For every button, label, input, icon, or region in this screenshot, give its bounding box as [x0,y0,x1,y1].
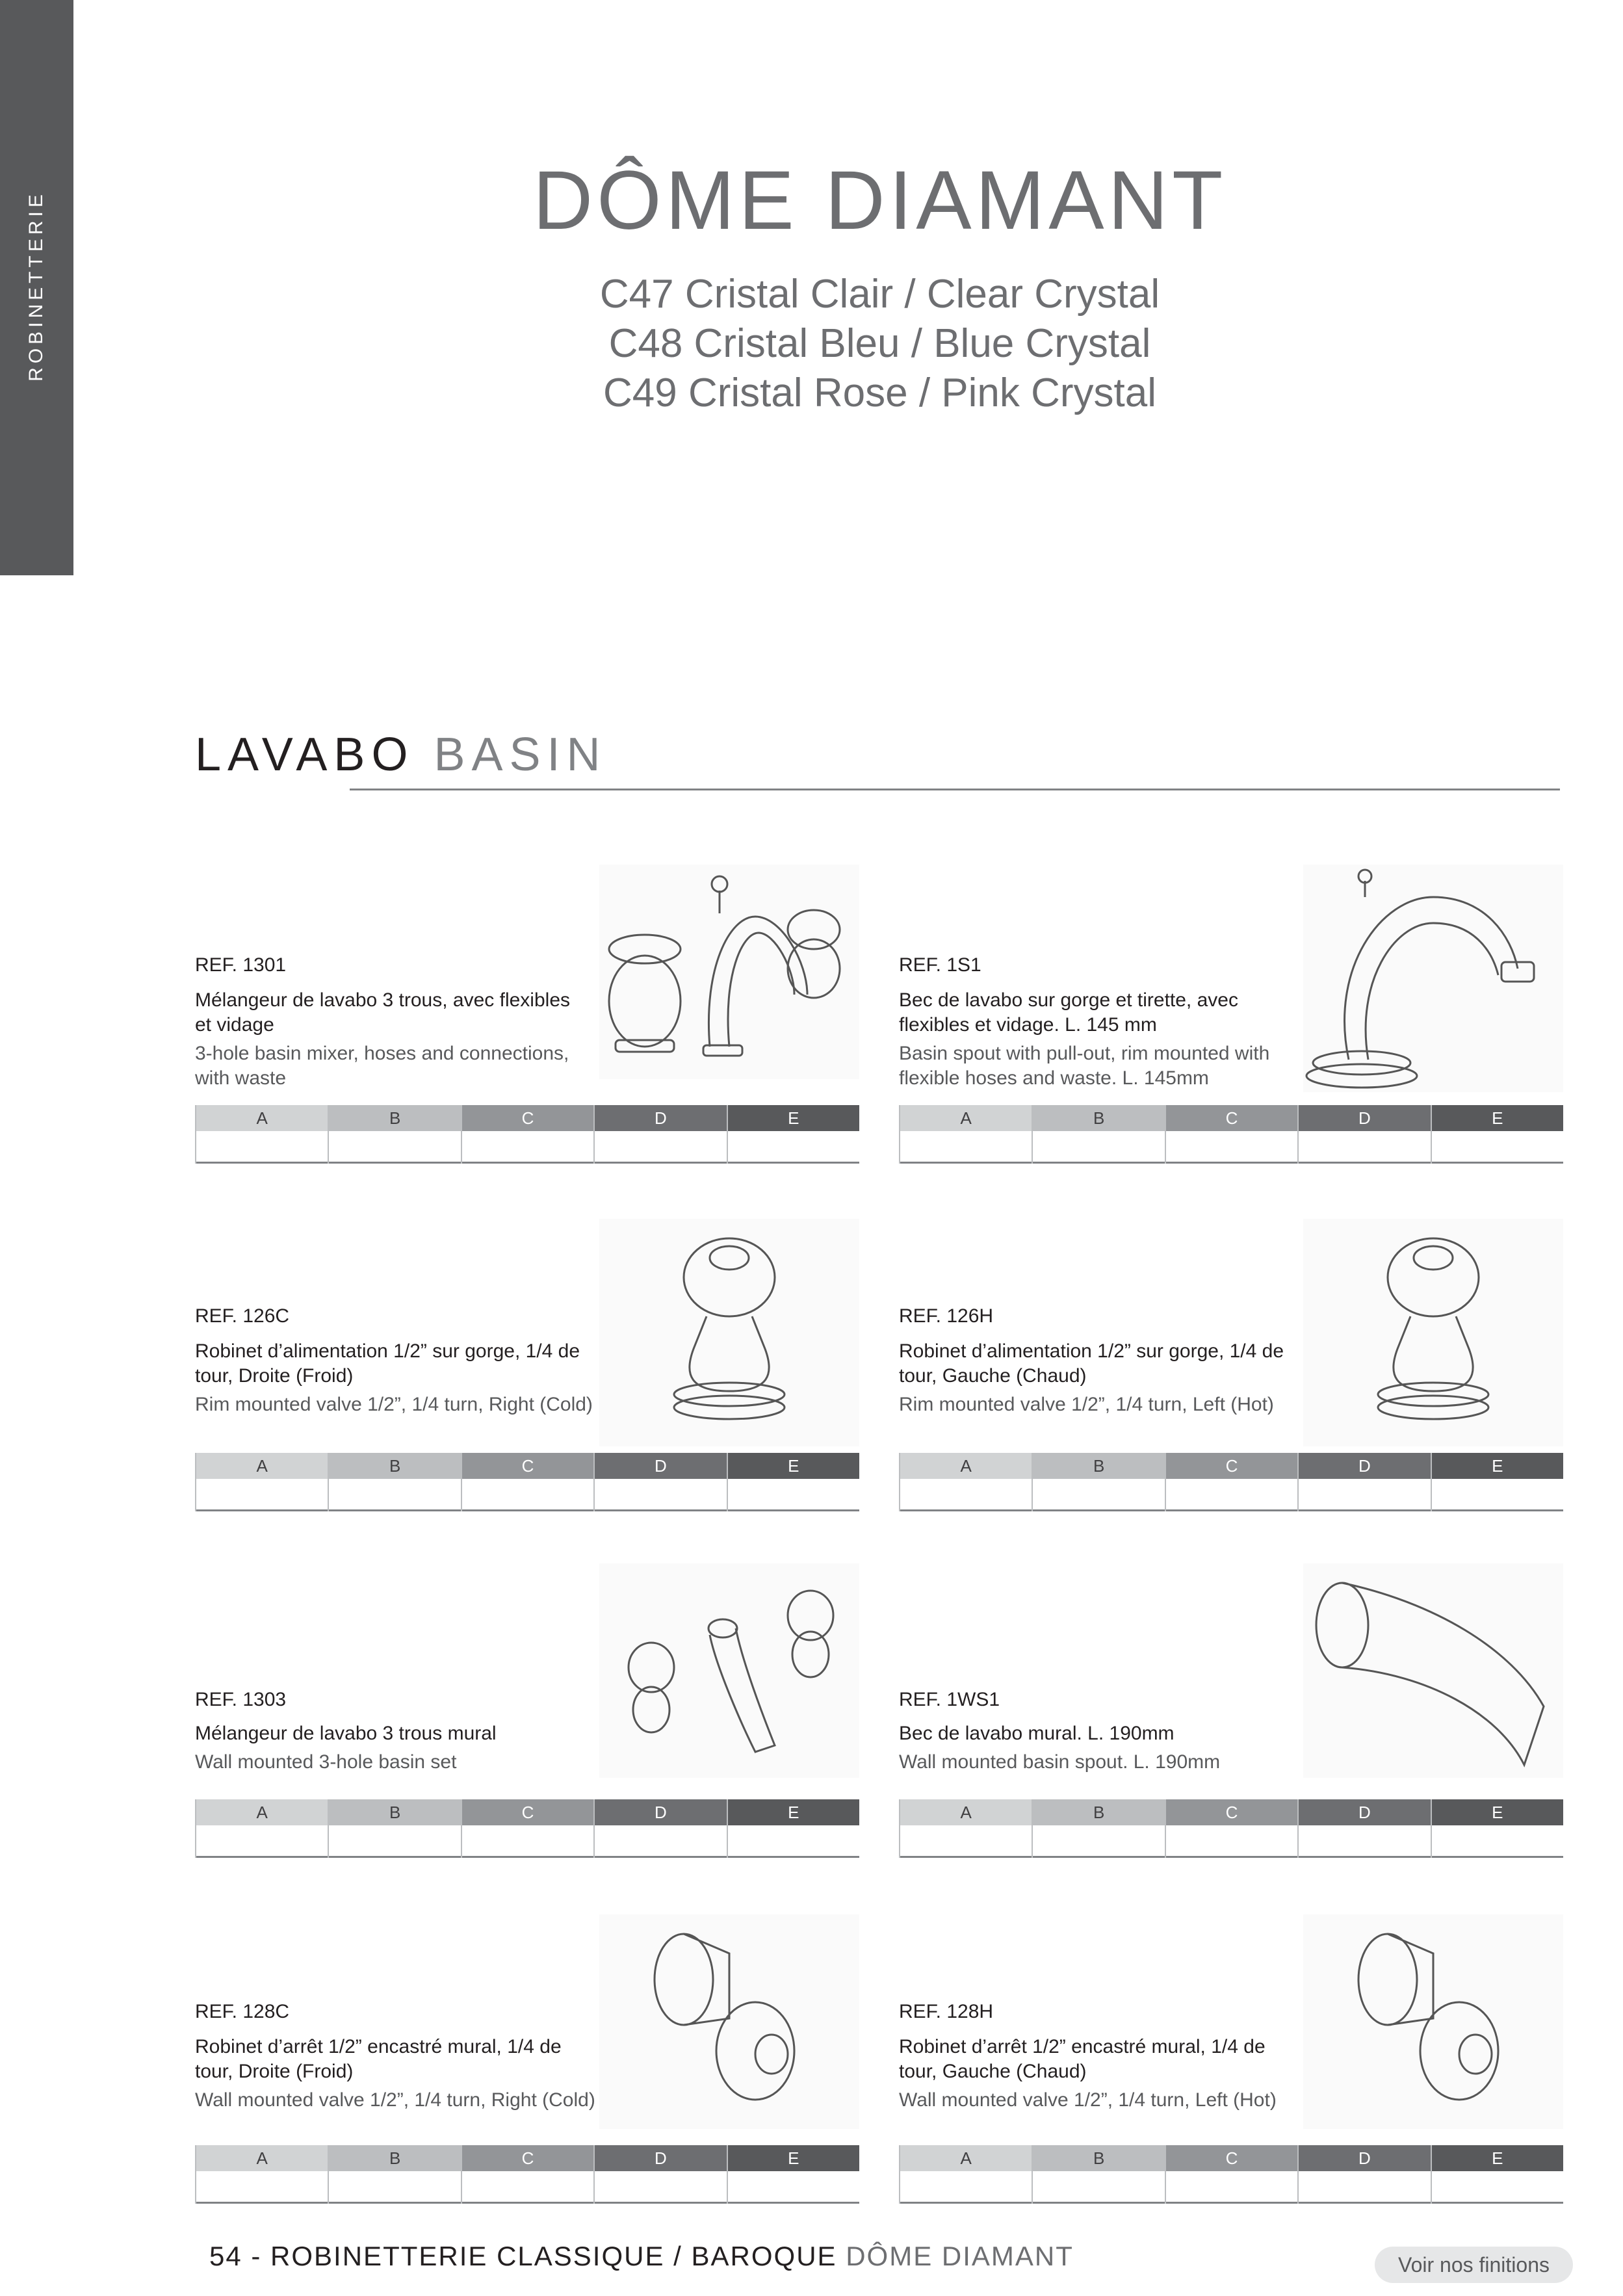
finish-cell[interactable] [1166,2171,1297,2204]
finish-cell[interactable] [329,1479,460,1511]
section-divider [350,789,1560,790]
sidebar-label: ROBINETTERIE [25,190,47,382]
product-desc-fr: Bec de lavabo mural. L. 190mm [899,1723,1175,1744]
finish-col-b: B [1033,1105,1164,1131]
product-desc-fr: Robinet d’arrêt 1/2” encastré mural, 1/4 de tour, Gauche (Chaud) [899,2036,1266,2082]
rim-valve-icon [1303,1219,1563,1446]
finish-table [195,1799,859,1858]
finish-cell[interactable] [595,1131,726,1164]
finish-cell[interactable] [595,1479,726,1511]
product-desc-en: Wall mounted valve 1/2”, 1/4 turn, Left (Hot) [899,2089,1277,2111]
finish-cell[interactable] [1299,2171,1430,2204]
finish-item: C47 Cristal Clair / Clear Crystal [599,272,1160,317]
product-ref: REF. 126C [195,1305,290,1327]
finish-table [195,1453,859,1511]
finish-col-e: E [728,1105,859,1131]
finish-col-d: D [1299,1105,1430,1131]
wall-valve-icon [1303,1914,1563,2129]
product-card[interactable] [195,1563,859,1862]
product-desc-en: Wall mounted valve 1/2”, 1/4 turn, Right (Cold) [195,2089,595,2111]
finish-cell[interactable] [1432,2171,1563,2204]
product-desc-en: Rim mounted valve 1/2”, 1/4 turn, Left (Hot) [899,1394,1274,1415]
finish-cell[interactable] [462,2171,593,2204]
finish-cell[interactable] [1432,1479,1563,1511]
section-title-fr: LAVABO [195,729,415,781]
finish-cell[interactable] [329,2171,460,2204]
finish-col-a: A [196,1453,328,1479]
finish-item: C48 Cristal Bleu / Blue Crystal [608,321,1151,366]
finish-col-c: C [462,2145,593,2171]
finish-col-d: D [595,1799,726,1825]
finish-cell[interactable] [1299,1479,1430,1511]
product-desc-en: Basin spout with pull-out, rim mounted with flexible hoses and waste. L. 145mm [899,1043,1270,1089]
finish-table [899,1105,1563,1164]
finish-col-c: C [1166,2145,1297,2171]
product-desc-fr: Robinet d’alimentation 1/2” sur gorge, 1/4 de tour, Gauche (Chaud) [899,1340,1284,1387]
product-desc-en: 3-hole basin mixer, hoses and connections, with waste [195,1043,569,1089]
finish-table [195,2145,859,2204]
finish-col-a: A [196,2145,328,2171]
finish-col-a: A [900,2145,1032,2171]
finish-cell[interactable] [329,1131,460,1164]
product-card[interactable] [195,1219,859,1518]
finish-col-b: B [1033,2145,1164,2171]
finish-cell[interactable] [1033,1131,1164,1164]
finish-cell[interactable] [900,2171,1032,2204]
finish-cell[interactable] [196,2171,328,2204]
product-desc-fr: Bec de lavabo sur gorge et tirette, avec flexibles et vidage. L. 145 mm [899,989,1238,1036]
page-footer [209,2241,1074,2272]
product-ref: REF. 128H [899,2001,994,2022]
finish-cell[interactable] [900,1479,1032,1511]
finish-col-e: E [1432,1105,1563,1131]
product-desc-en: Wall mounted basin spout. L. 190mm [899,1751,1221,1773]
finish-col-b: B [329,1453,460,1479]
page-title: DÔME DIAMANT [532,154,1227,247]
finish-cell[interactable] [462,1479,593,1511]
finish-cell[interactable] [1166,1131,1297,1164]
finish-cell[interactable] [900,1131,1032,1164]
finish-col-d: D [595,1453,726,1479]
finish-cell[interactable] [728,1825,859,1858]
finish-col-c: C [462,1105,593,1131]
finish-cell[interactable] [196,1479,328,1511]
finish-cell[interactable] [728,2171,859,2204]
finish-cell[interactable] [462,1825,593,1858]
finish-col-d: D [595,2145,726,2171]
finish-cell[interactable] [1432,1131,1563,1164]
finish-col-b: B [329,1799,460,1825]
finish-cell[interactable] [595,1825,726,1858]
finish-cell[interactable] [1299,1825,1430,1858]
finish-col-d: D [1299,1453,1430,1479]
finish-table [899,2145,1563,2204]
finish-col-c: C [462,1799,593,1825]
product-card[interactable] [899,1219,1563,1518]
finish-col-a: A [900,1799,1032,1825]
product-ref: REF. 1303 [195,1689,287,1710]
finish-cell[interactable] [900,1825,1032,1858]
product-desc-fr: Robinet d’alimentation 1/2” sur gorge, 1/4 de tour, Droite (Froid) [195,1340,580,1387]
finish-col-b: B [329,1105,460,1131]
product-desc-en: Wall mounted 3-hole basin set [195,1751,457,1773]
product-card[interactable] [195,1914,859,2213]
product-card[interactable] [195,865,859,1164]
product-card[interactable] [899,865,1563,1164]
product-ref: REF. 1301 [195,954,287,976]
finish-cell[interactable] [1432,1825,1563,1858]
finish-cell[interactable] [1299,1131,1430,1164]
finish-cell[interactable] [329,1825,460,1858]
finish-cell[interactable] [1166,1825,1297,1858]
finish-col-a: A [900,1105,1032,1131]
product-card[interactable] [899,1914,1563,2213]
finish-col-e: E [728,1453,859,1479]
finish-col-b: B [1033,1799,1164,1825]
product-ref: REF. 126H [899,1305,994,1327]
finish-col-a: A [196,1799,328,1825]
finish-table [195,1105,859,1164]
product-ref: REF. 1WS1 [899,1689,1000,1710]
product-ref: REF. 1S1 [899,954,981,976]
product-desc-en: Rim mounted valve 1/2”, 1/4 turn, Right (Cold) [195,1394,593,1415]
finish-col-a: A [196,1105,328,1131]
finish-col-b: B [1033,1453,1164,1479]
finish-table [899,1799,1563,1858]
wall-valve-icon [599,1914,859,2129]
basin-mixer-3-hole-icon [599,865,859,1079]
finish-cell[interactable] [1033,1825,1164,1858]
finish-col-c: C [1166,1105,1297,1131]
finish-cell[interactable] [196,1825,328,1858]
finish-col-e: E [1432,1453,1563,1479]
finish-col-a: A [900,1453,1032,1479]
finish-item: C49 Cristal Rose / Pink Crystal [603,371,1157,415]
finish-col-d: D [595,1105,726,1131]
finish-col-b: B [329,2145,460,2171]
finish-cell[interactable] [728,1479,859,1511]
wall-basin-set-icon [599,1563,859,1778]
finish-col-e: E [728,1799,859,1825]
product-ref: REF. 128C [195,2001,290,2022]
finish-cell[interactable] [1033,1479,1164,1511]
finish-col-e: E [1432,1799,1563,1825]
finish-cell[interactable] [1033,2171,1164,2204]
basin-spout-icon [1303,865,1563,1092]
product-card[interactable] [899,1563,1563,1862]
wall-spout-icon [1303,1563,1563,1778]
finish-cell[interactable] [196,1131,328,1164]
footer-page: 54 - ROBINETTERIE CLASSIQUE / BAROQUE [209,2241,837,2271]
finish-cell[interactable] [728,1131,859,1164]
finish-col-c: C [1166,1453,1297,1479]
rim-valve-icon [599,1219,859,1446]
finish-col-c: C [462,1453,593,1479]
finish-cell[interactable] [462,1131,593,1164]
finishes-link-button[interactable]: Voir nos finitions [1375,2247,1573,2283]
finish-col-e: E [1432,2145,1563,2171]
finish-table [899,1453,1563,1511]
section-title [195,728,607,781]
finish-col-c: C [1166,1799,1297,1825]
finish-col-e: E [728,2145,859,2171]
section-title-en: BASIN [434,729,607,781]
product-desc-fr: Mélangeur de lavabo 3 trous, avec flexibles et vidage [195,989,571,1036]
finish-col-d: D [1299,2145,1430,2171]
finish-cell[interactable] [1166,1479,1297,1511]
finish-cell[interactable] [595,2171,726,2204]
footer-collection: DÔME DIAMANT [846,2241,1074,2271]
product-desc-fr: Mélangeur de lavabo 3 trous mural [195,1723,497,1744]
finish-list [0,270,1623,418]
finish-col-d: D [1299,1799,1430,1825]
product-desc-fr: Robinet d’arrêt 1/2” encastré mural, 1/4 de tour, Droite (Froid) [195,2036,562,2082]
